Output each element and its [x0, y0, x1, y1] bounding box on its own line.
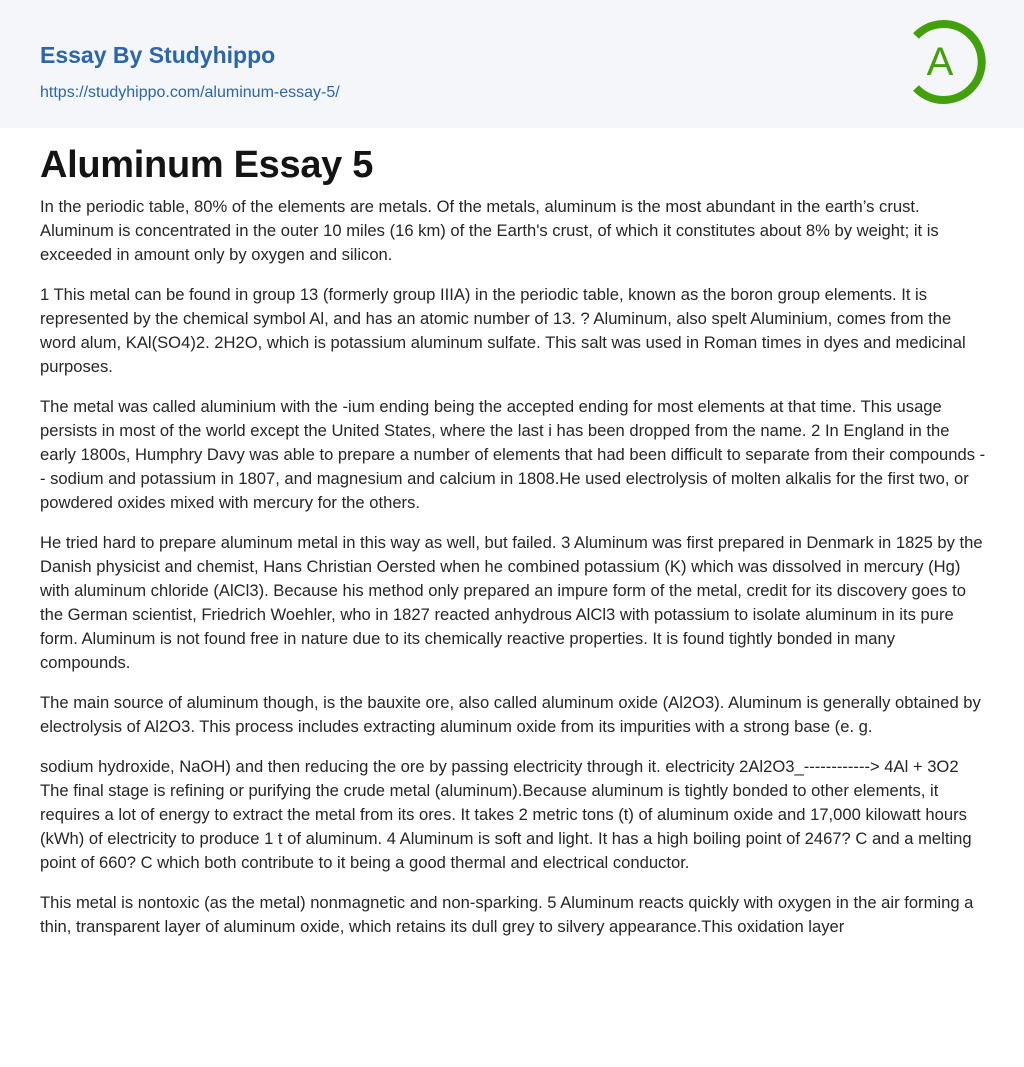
studyhippo-logo-icon[interactable]	[900, 18, 988, 106]
essay-paragraph: In the periodic table, 80% of the elements are metals. Of the metals, aluminum is the most abundant in the earth’s crust. Aluminum is concentrated in the outer 10 miles (16 km) of the Earth's crust, of which it constitutes about 8% by weight; it is exceeded in amount only by oxygen and silicon.	[40, 197, 939, 264]
essay-paragraph: 1 This metal can be found in group 13 (formerly group IIIA) in the periodic table, known as the boron group elements. It is represented by the chemical symbol Al, and has an atomic number of 13. ? Aluminum, also spelt Aluminium, comes from the word alum, KAl(SO4)2. 2H2O, which is potassium aluminum sulfate. This salt was used in Roman times in dyes and medicinal purposes.	[40, 285, 966, 376]
logo-letter: A	[926, 40, 954, 84]
essay-paragraph: This metal is nontoxic (as the metal) nonmagnetic and non-sparking. 5 Aluminum reacts quickly with oxygen in the air forming a thin, transparent layer of aluminum oxide, which retains its dull grey to silvery appearance.This oxidation layer	[40, 893, 974, 936]
essay-paragraph: The metal was called aluminium with the -ium ending being the accepted ending for most elements at that time. This usage persists in most of the world except the United States, where the last i has been dropped from the name. 2 In England in the early 1800s, Humphry Davy was able to prepare a number of elements that had been difficult to separate from their compounds -- sodium and potassium in 1807, and magnesium and calcium in 1808.He used electrolysis of molten alkalis for the first two, or powdered oxides mixed with mercury for the others.	[40, 397, 986, 512]
essay-paragraph: sodium hydroxide, NaOH) and then reducing the ore by passing electricity through it. electricity 2Al2O3_------------> 4Al + 3O2 The final stage is refining or purifying the crude metal (aluminum).Because aluminum is tightly bonded to other elements, it requires a lot of energy to extract the metal from its ores. It takes 2 metric tons (t) of aluminum oxide and 17,000 kilowatt hours (kWh) of electricity to produce 1 t of aluminum. 4 Aluminum is soft and light. It has a high boiling point of 2467? C and a melting point of 660? C which both contribute to it being a good thermal and electrical conductor.	[40, 757, 972, 872]
essay-paragraph: The main source of aluminum though, is the bauxite ore, also called aluminum oxide (Al2O3). Aluminum is generally obtained by electrolysis of Al2O3. This process includes extracting aluminum oxide from its impurities with a strong base (e. g.	[40, 693, 981, 736]
page-title: Aluminum Essay 5	[40, 144, 374, 186]
essay-paragraph: He tried hard to prepare aluminum metal in this way as well, but failed. 3 Aluminum was first prepared in Denmark in 1825 by the Danish physicist and chemist, Hans Christian Oersted when he combined potassium (K) which was dissolved in mercury (Hg) with aluminum chloride (AlCl3). Because his method only prepared an impure form of the metal, credit for its discovery goes to the German scientist, Friedrich Woehler, who in 1827 reacted anhydrous AlCl3 with potassium to isolate aluminum in its pure form. Aluminum is not found free in nature due to its chemically reactive properties. It is found tightly bonded in many compounds.	[40, 533, 983, 672]
essay-url-link[interactable]: https://studyhippo.com/aluminum-essay-5/	[40, 84, 340, 101]
site-header	[0, 0, 1024, 128]
brand-name[interactable]: Essay By Studyhippo	[40, 42, 276, 68]
essay-body	[40, 195, 986, 955]
